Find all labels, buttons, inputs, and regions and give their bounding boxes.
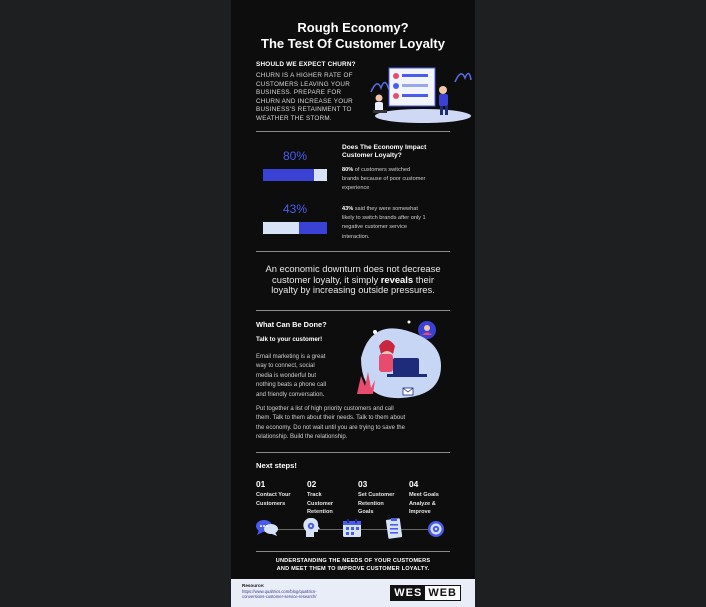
stat-text-43: 43% said they were somewhat likely to switch brands after only 1 negative customer service interaction. <box>342 206 426 240</box>
chat-bubbles-icon <box>255 518 279 538</box>
title-line-1: Rough Economy? <box>297 20 409 35</box>
source-link[interactable]: https://www.qualtrics.com/blog/qualtrics- conversions-customer-service-research/ <box>242 589 317 600</box>
divider <box>256 452 450 453</box>
stat-percent-43: 43% <box>282 202 308 216</box>
churn-heading: SHOULD WE EXPECT CHURN? <box>256 61 356 68</box>
divider <box>256 131 450 132</box>
stat-bar-fill-80 <box>263 169 314 181</box>
step-label-2: Track Customer Retention <box>307 492 334 515</box>
checklist-icon <box>386 517 402 539</box>
divider <box>256 251 450 252</box>
stat-bar-80 <box>263 169 327 181</box>
impact-heading: Does The Economy Impact Customer Loyalty? <box>342 144 427 159</box>
action-paragraph-2: Put together a list of high priority customers and call them. Talk to them about their needs. Talk to them about the economy. Do not wait until you are trying to save the relationship. Build the relationship. <box>256 406 406 441</box>
head-gear-icon <box>302 518 320 538</box>
stat-bar-43 <box>263 222 327 234</box>
churn-description: CHURN IS A HIGHER RATE OF CUSTOMERS LEAVING YOUR BUSINESS. PREPARE FOR CHURN AND INCREASE YOUR BUSINESS'S RETAINMENT TO WEATHER THE STORM. <box>256 72 353 122</box>
title-line-2: The Test Of Customer Loyalty <box>261 36 445 51</box>
action-subheading: Talk to your customer! <box>256 336 323 343</box>
divider <box>256 310 450 311</box>
person-at-laptop-icon <box>351 318 445 402</box>
infographic-panel <box>231 0 475 607</box>
stat-text-80: 80% of customers switched brands because of poor customer experience <box>342 167 426 192</box>
weswebs-logo: WES WEB <box>390 585 461 601</box>
step-number-1: 01 <box>256 479 266 489</box>
action-paragraph-1: Email marketing is a great way to connect, social media is wonderful but nothing beats a phone call and friendly conversation. <box>256 354 327 398</box>
step-label-1: Contact Your Customers <box>256 492 291 507</box>
presentation-board-icon <box>363 62 473 124</box>
step-number-4: 04 <box>409 479 419 489</box>
closing-message: UNDERSTANDING THE NEEDS OF YOUR CUSTOMERS AND MEET THEM TO IMPROVE CUSTOMER LOYALTY. <box>275 558 431 572</box>
action-heading: What Can Be Done? <box>256 320 327 329</box>
source-label: Resource: <box>242 583 265 588</box>
step-label-4: Meet Goals Analyze & Improve <box>409 492 439 515</box>
next-steps-heading: Next steps! <box>256 461 297 470</box>
loyalty-quote: An economic downturn does not decrease customer loyalty, it simply reveals their loyalty by increasing outside pressures. <box>265 263 441 296</box>
step-number-2: 02 <box>307 479 317 489</box>
target-icon <box>427 520 445 538</box>
footer <box>231 579 475 607</box>
step-number-3: 03 <box>358 479 368 489</box>
calendar-icon <box>342 518 362 538</box>
divider <box>256 551 450 552</box>
stat-bar-fill-43 <box>299 222 327 234</box>
stat-percent-80: 80% <box>282 149 308 163</box>
step-label-3: Set Customer Retention Goals <box>358 492 395 515</box>
